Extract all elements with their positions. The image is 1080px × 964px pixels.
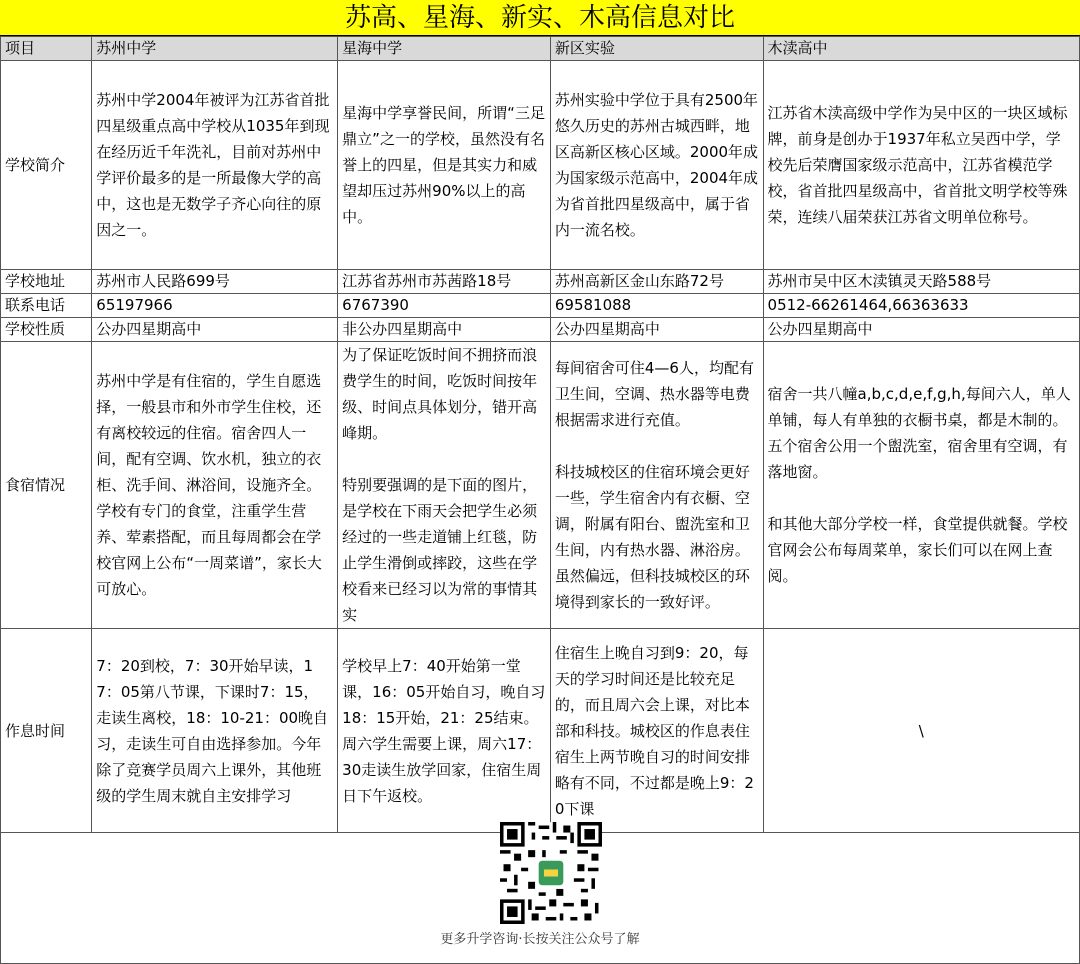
table-cell: 住宿生上晚自习到9：20，每天的学习时间还是比较充足的，而且周六会上课，对比本部和科技。城校区的作息表住宿生上两节晚自习的时间安排略有不同，不过都是晚上9：20下课 [550,629,763,833]
table-cell: 江苏省木渎高级中学作为吴中区的一块区域标牌，前身是创办于1937年私立吴西中学，学校先后荣膺国家级示范高中，江苏省模范学校，省首批四星级高中，省首批文明学校等殊荣，连续八届荣获江苏省文明单位称号。 [763,61,1079,270]
table-row [1,61,1080,270]
table-cell: 苏州高新区金山东路72号 [550,270,763,294]
table-cell: 苏州市人民路699号 [92,270,338,294]
row-label: 食宿情况 [1,342,92,629]
table-cell: 为了保证吃饭时间不拥挤而浪费学生的时间，吃饭时间按年级、时间点具体划分，错开高峰期。 特别要强调的是下面的图片，是学校在下雨天会把学生必须经过的一些走道铺上红毯，防止学生滑倒或摔跤，这些在学校看来已经习以为常的事情其实 [338,342,551,629]
row-label: 联系电话 [1,294,92,318]
row-label: 学校地址 [1,270,92,294]
table-cell: 苏州中学2004年被评为江苏省首批四星级重点高中学校从1035年到现在经历近千年洗礼，目前对苏州中学评价最多的是一所最像大学的高中，这也是无数学子齐心向往的原因之一。 [92,61,338,270]
table-cell: 苏州市吴中区木渎镇灵天路588号 [763,270,1079,294]
qr-code-icon[interactable] [500,822,602,924]
table-cell: 学校早上7：40开始第一堂课，16：05开始自习，晚自习18：15开始，21：25结束。周六学生需要上课，周六17：30走读生放学回家，住宿生周日下午返校。 [338,629,551,833]
comparison-table [0,36,1080,833]
table-cell: 宿舍一共八幢a,b,c,d,e,f,g,h,每间六人，单人单铺，每人有单独的衣橱书桌，都是木制的。五个宿舍公用一个盥洗室，宿舍里有空调，有落地窗。 和其他大部分学校一样，食堂提供就餐。学校官网会公布每周菜单，家长们可以在网上查阅。 [763,342,1079,629]
table-cell: 每间宿舍可住4—6人，均配有卫生间，空调、热水器等电费根据需求进行充值。 科技城校区的住宿环境会更好一些，学生宿舍内有衣橱、空调，附属有阳台、盥洗室和卫生间，内有热水器、淋浴房。虽然偏远，但科技城校区的环境得到家长的一致好评。 [550,342,763,629]
table-cell: 69581088 [550,294,763,318]
table-cell: 公办四星期高中 [92,318,338,342]
table-cell: 苏州实验中学位于具有2500年悠久历史的苏州古城西畔，地区高新区核心区域。2000年成为国家级示范高中，2004年成为省首批四星级高中，属于省内一流名校。 [550,61,763,270]
table-row [1,342,1080,629]
footer-caption: 更多升学咨询·长按关注公众号了解 [440,932,640,947]
header-row [1,37,1080,61]
table-cell: 非公办四星期高中 [338,318,551,342]
table-cell: 65197966 [92,294,338,318]
table-cell: 公办四星期高中 [763,318,1079,342]
table-cell: 苏州中学是有住宿的，学生自愿选择，一般县市和外市学生住校，还有离校较远的住宿。宿舍四人一间，配有空调、饮水机，独立的衣柜、洗手间、淋浴间，设施齐全。 学校有专门的食堂，注重学生营养、荤素搭配，而且每周都会在学校官网上公布“一周菜谱”，家长大可放心。 [92,342,338,629]
table-cell: 公办四星期高中 [550,318,763,342]
table-cell: 星海中学享誉民间，所谓“三足鼎立”之一的学校，虽然没有名誉上的四星，但是其实力和威望却压过苏州90%以上的高中。 [338,61,551,270]
table-cell: 江苏省苏州市苏茜路18号 [338,270,551,294]
table-row [1,270,1080,294]
row-label: 作息时间 [1,629,92,833]
table-row [1,318,1080,342]
row-label: 学校性质 [1,318,92,342]
header-school-xinghai: 星海中学 [338,37,551,61]
header-school-xinqu: 新区实验 [550,37,763,61]
table-cell: \ [763,629,1079,833]
table-cell: 0512-66261464,66363633 [763,294,1079,318]
header-school-mudu: 木渎高中 [763,37,1079,61]
page-title: 苏高、星海、新实、木高信息对比 [0,0,1080,36]
row-label: 学校简介 [1,61,92,270]
table-cell: 6767390 [338,294,551,318]
table-cell: 7：20到校，7：30开始早读，17：05第八节课，下课时7：15，走读生离校，18：10-21：00晚自习，走读生可自由选择参加。今年除了竞赛学员周六上课外，其他班级的学生周末就自主安排学习 [92,629,338,833]
table-row [1,294,1080,318]
header-school-suzhou: 苏州中学 [92,37,338,61]
table-row [1,629,1080,833]
header-item: 项目 [1,37,92,61]
